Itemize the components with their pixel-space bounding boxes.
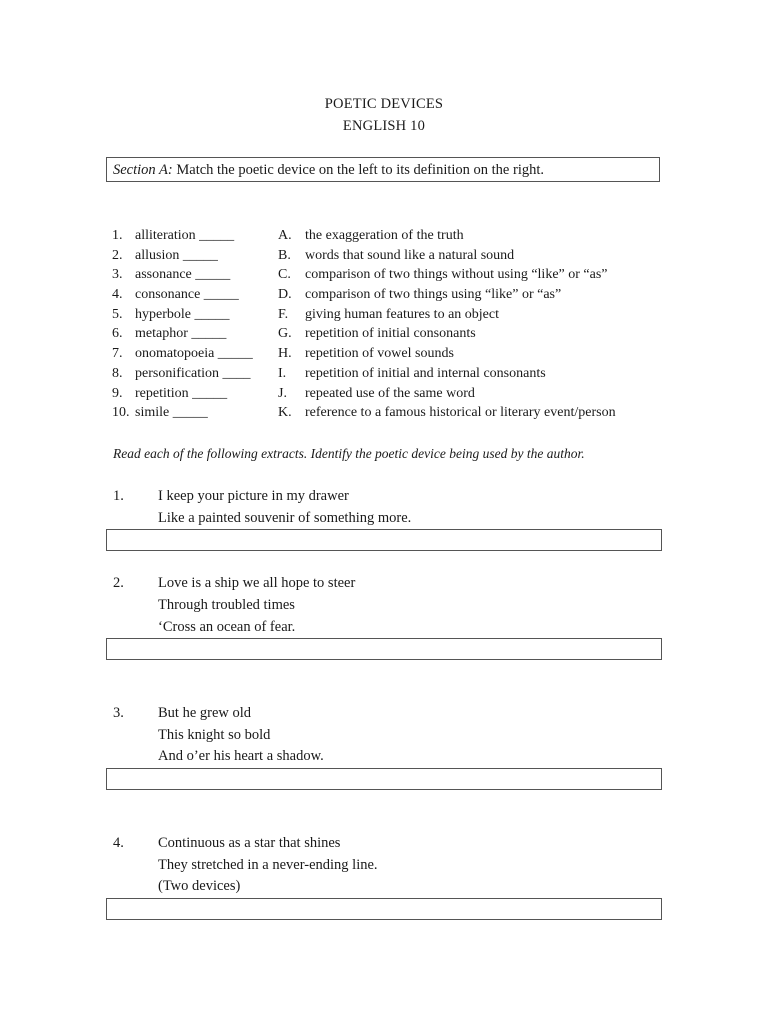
- definition-text: the exaggeration of the truth: [305, 228, 464, 243]
- match-row: [0, 403, 768, 423]
- match-row: [0, 364, 768, 384]
- extracts-instruction: Read each of the following extracts. Identify the poetic device being used by the author.: [113, 446, 585, 461]
- term-text: allusion _____: [135, 247, 218, 263]
- extract-line: Love is a ship we all hope to steer: [158, 575, 356, 591]
- match-row: [0, 246, 768, 266]
- term-text: simile _____: [135, 405, 208, 421]
- term-text: assonance _____: [135, 267, 231, 283]
- definition-letter: D.: [278, 287, 292, 303]
- definition-letter: K.: [278, 405, 292, 421]
- question-number: 1.: [113, 488, 124, 504]
- answer-field-2[interactable]: [106, 638, 662, 660]
- term-number: 10.: [112, 405, 130, 421]
- extract-line: Through troubled times: [158, 597, 295, 613]
- extract-line: ‘Cross an ocean of fear.: [158, 619, 296, 635]
- match-row: [0, 265, 768, 285]
- definition-text: repetition of initial and internal consonants: [305, 365, 546, 381]
- extract-line: I keep your picture in my drawer: [158, 488, 349, 504]
- definition-text: repetition of initial consonants: [305, 326, 476, 342]
- extract-line: Continuous as a star that shines: [158, 835, 341, 851]
- definition-text: repetition of vowel sounds: [305, 346, 454, 362]
- definition-text: repeated use of the same word: [305, 385, 475, 401]
- extract-line: They stretched in a never-ending line.: [158, 857, 378, 873]
- extract-line: Like a painted souvenir of something more.: [158, 510, 412, 526]
- answer-field-4[interactable]: [106, 898, 662, 920]
- term-number: 7.: [112, 346, 123, 362]
- definition-text: reference to a famous historical or literary event/person: [305, 405, 616, 421]
- match-row: [0, 305, 768, 325]
- term-number: 6.: [112, 326, 123, 342]
- match-row: [0, 324, 768, 344]
- term-text: metaphor _____: [135, 326, 227, 342]
- definition-letter: F.: [278, 306, 289, 322]
- term-number: 1.: [112, 228, 123, 243]
- extract-line: But he grew old: [158, 705, 252, 721]
- answer-field-1[interactable]: [106, 529, 662, 551]
- term-number: 9.: [112, 385, 123, 401]
- term-text: personification ____: [135, 365, 251, 381]
- question-number: 3.: [113, 705, 124, 721]
- definition-letter: G.: [278, 326, 292, 342]
- definition-text: comparison of two things using “like” or “as”: [305, 287, 562, 303]
- definition-text: words that sound like a natural sound: [305, 247, 515, 263]
- match-row: [0, 384, 768, 404]
- match-row: [0, 344, 768, 364]
- definition-letter: A.: [278, 228, 292, 243]
- term-text: consonance _____: [135, 287, 239, 303]
- match-row: [0, 226, 768, 246]
- page-title: POETIC DEVICES: [324, 96, 444, 112]
- question-number: 2.: [113, 575, 124, 591]
- page-subtitle: ENGLISH 10: [342, 118, 426, 134]
- matching-list: [0, 226, 768, 423]
- definition-text: giving human features to an object: [305, 306, 499, 322]
- definition-letter: C.: [278, 267, 291, 283]
- extract-line: This knight so bold: [158, 727, 271, 743]
- answer-field-3[interactable]: [106, 768, 662, 790]
- section-a-instruction-box: [106, 157, 660, 182]
- question-number: 4.: [113, 835, 124, 851]
- section-a-instruction: Match the poetic device on the left to its definition on the right.: [172, 162, 544, 178]
- extract-line: (Two devices): [158, 878, 241, 894]
- term-text: repetition _____: [135, 385, 228, 401]
- definition-letter: I.: [278, 365, 287, 381]
- definition-letter: H.: [278, 346, 292, 362]
- term-number: 3.: [112, 267, 123, 283]
- term-number: 8.: [112, 365, 123, 381]
- extract-line: And o’er his heart a shadow.: [158, 748, 324, 764]
- term-number: 2.: [112, 247, 123, 263]
- term-text: onomatopoeia _____: [135, 346, 253, 362]
- definition-letter: B.: [278, 247, 291, 263]
- definition-letter: J.: [278, 385, 287, 401]
- section-a-label: Section A:: [113, 162, 173, 178]
- term-text: alliteration _____: [135, 228, 235, 243]
- term-text: hyperbole _____: [135, 306, 230, 322]
- match-row: [0, 285, 768, 305]
- definition-text: comparison of two things without using “like” or “as”: [305, 267, 608, 283]
- term-number: 4.: [112, 287, 123, 303]
- term-number: 5.: [112, 306, 123, 322]
